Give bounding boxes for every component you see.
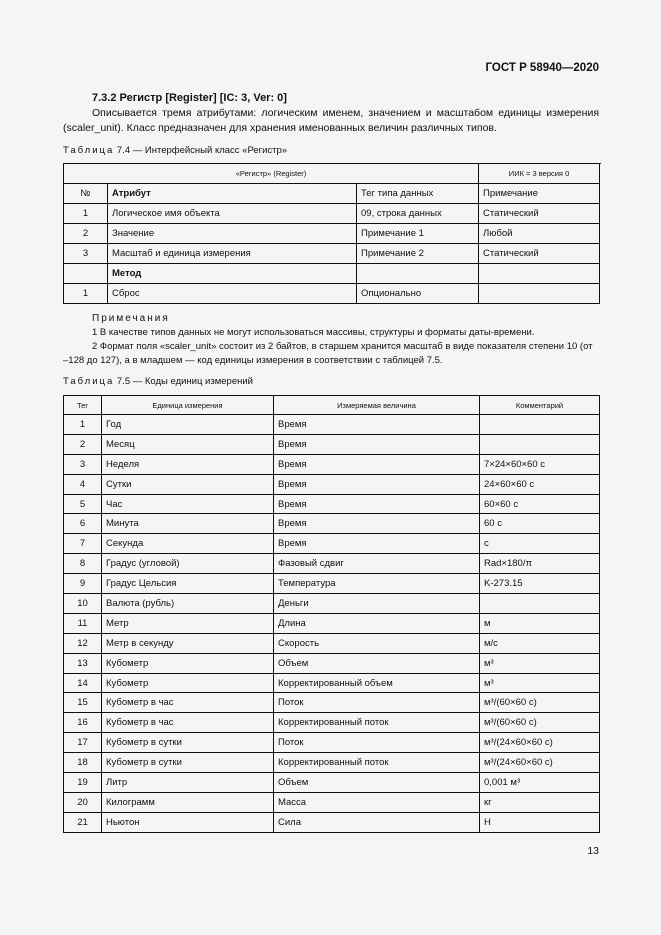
- header-note: Примечание: [479, 184, 600, 204]
- table-row: [64, 474, 600, 494]
- cell-tag: 21: [64, 812, 102, 832]
- cell-quantity: Корректированный поток: [274, 753, 480, 773]
- iik-cell: ИИК = 3 версия 0: [479, 164, 600, 184]
- table-row: [64, 574, 600, 594]
- cell-comment: м: [480, 613, 600, 633]
- cell-unit: Градус (угловой): [102, 554, 274, 574]
- table-row: [64, 494, 600, 514]
- caption-text: 7.4 — Интерфейсный класс «Регистр»: [116, 145, 288, 156]
- cell-comment: K-273.15: [480, 574, 600, 594]
- cell-unit: Минута: [102, 514, 274, 534]
- header-attribute: Атрибут: [108, 184, 357, 204]
- cell-empty: [479, 264, 600, 284]
- cell-quantity: Фазовый сдвиг: [274, 554, 480, 574]
- cell-tag: 12: [64, 633, 102, 653]
- cell-note: Статический: [479, 204, 600, 224]
- cell-comment: м³/(60×60 с): [480, 713, 600, 733]
- cell-tag: 2: [64, 434, 102, 454]
- cell-attribute: Масштаб и единица измерения: [108, 244, 357, 264]
- cell-unit: Неделя: [102, 454, 274, 474]
- section-title: 7.3.2 Регистр [Register] [IC: 3, Ver: 0]: [92, 92, 287, 104]
- cell-quantity: Деньги: [274, 594, 480, 614]
- cell-tag: 1: [64, 415, 102, 435]
- header-datatype: Тег типа данных: [357, 184, 479, 204]
- table-row: [64, 434, 600, 454]
- cell-comment: 60×60 с: [480, 494, 600, 514]
- register-interface-table: [63, 163, 600, 304]
- cell-quantity: Время: [274, 534, 480, 554]
- table-row: [64, 244, 600, 264]
- cell-num: 2: [64, 224, 108, 244]
- cell-quantity: Сила: [274, 812, 480, 832]
- table-row: [64, 284, 600, 304]
- unit-codes-table: [63, 395, 600, 833]
- cell-comment: 0,001 м³: [480, 773, 600, 793]
- cell-datatype: Опционально: [357, 284, 479, 304]
- cell-quantity: Объем: [274, 773, 480, 793]
- table-row: [64, 713, 600, 733]
- cell-quantity: Поток: [274, 693, 480, 713]
- cell-quantity: Время: [274, 454, 480, 474]
- table-row: [64, 415, 600, 435]
- cell-comment: [480, 594, 600, 614]
- header-num: №: [64, 184, 108, 204]
- unit-codes-body: [64, 415, 600, 833]
- cell-unit: Литр: [102, 773, 274, 793]
- cell-unit: Метр: [102, 613, 274, 633]
- method-header-row: [64, 264, 600, 284]
- cell-quantity: Длина: [274, 613, 480, 633]
- cell-quantity: Корректированный поток: [274, 713, 480, 733]
- cell-comment: [480, 415, 600, 435]
- cell-tag: 14: [64, 673, 102, 693]
- table-row: [64, 733, 600, 753]
- table-row: [64, 773, 600, 793]
- cell-quantity: Поток: [274, 733, 480, 753]
- cell-tag: 5: [64, 494, 102, 514]
- cell-empty: [357, 264, 479, 284]
- cell-unit: Месяц: [102, 434, 274, 454]
- cell-attribute: Значение: [108, 224, 357, 244]
- table-row: [64, 792, 600, 812]
- cell-unit: Килограмм: [102, 792, 274, 812]
- cell-quantity: Температура: [274, 574, 480, 594]
- cell-comment: м³/(24×60×60 с): [480, 733, 600, 753]
- cell-tag: 15: [64, 693, 102, 713]
- page-number: 13: [587, 845, 599, 857]
- cell-tag: 9: [64, 574, 102, 594]
- cell-unit: Год: [102, 415, 274, 435]
- cell-tag: 11: [64, 613, 102, 633]
- cell-note: [479, 284, 600, 304]
- table-7-4-caption: [63, 145, 287, 156]
- cell-quantity: Объем: [274, 653, 480, 673]
- cell-unit: Кубометр в сутки: [102, 733, 274, 753]
- cell-quantity: Время: [274, 514, 480, 534]
- cell-comment: с: [480, 534, 600, 554]
- cell-unit: Градус Цельсия: [102, 574, 274, 594]
- cell-quantity: Время: [274, 474, 480, 494]
- cell-quantity: Время: [274, 434, 480, 454]
- cell-quantity: Время: [274, 415, 480, 435]
- cell-tag: 19: [64, 773, 102, 793]
- caption-text: 7.5 — Коды единиц измерений: [116, 376, 253, 387]
- cell-unit: Кубометр: [102, 653, 274, 673]
- cell-tag: 4: [64, 474, 102, 494]
- method-label: Метод: [108, 264, 357, 284]
- cell-comment: м/с: [480, 633, 600, 653]
- cell-datatype: 09, строка данных: [357, 204, 479, 224]
- cell-unit: Кубометр в час: [102, 693, 274, 713]
- table-row: [64, 594, 600, 614]
- cell-quantity: Скорость: [274, 633, 480, 653]
- cell-comment: 7×24×60×60 с: [480, 454, 600, 474]
- cell-datatype: Примечание 1: [357, 224, 479, 244]
- cell-attribute: Логическое имя объекта: [108, 204, 357, 224]
- note-2: 2 Формат поля «scaler_unit» состоит из 2 байтов, в старшем хранится масштаб в виде показателя степени 10 (от –128 до 127), а в младшем — код единицы измерения в соответствии с таблицей 7.5.: [63, 341, 593, 366]
- cell-unit: Валюта (рубль): [102, 594, 274, 614]
- cell-note: Статический: [479, 244, 600, 264]
- table-row: [64, 224, 600, 244]
- cell-comment: кг: [480, 792, 600, 812]
- cell-quantity: Масса: [274, 792, 480, 812]
- cell-tag: 13: [64, 653, 102, 673]
- cell-unit: Сутки: [102, 474, 274, 494]
- cell-unit: Ньютон: [102, 812, 274, 832]
- table-row: [64, 753, 600, 773]
- cell-unit: Час: [102, 494, 274, 514]
- header-unit: Единица измерения: [102, 396, 274, 415]
- cell-tag: 20: [64, 792, 102, 812]
- cell-unit: Кубометр в час: [102, 713, 274, 733]
- cell-quantity: Корректированный объем: [274, 673, 480, 693]
- cell-comment: м³/(24×60×60 с): [480, 753, 600, 773]
- table-row: [64, 204, 600, 224]
- cell-method: Сброс: [108, 284, 357, 304]
- cell-comment: м³: [480, 653, 600, 673]
- cell-note: Любой: [479, 224, 600, 244]
- document-code: ГОСТ Р 58940—2020: [485, 62, 599, 74]
- header-quantity: Измеряемая величина: [274, 396, 480, 415]
- table-row: [64, 554, 600, 574]
- header-tag: Тег: [64, 396, 102, 415]
- cell-comment: Н: [480, 812, 600, 832]
- cell-comment: Rad×180/π: [480, 554, 600, 574]
- note-1: 1 В качестве типов данных не могут использоваться массивы, структуры и форматы даты-времени.: [92, 327, 535, 338]
- table-row: [64, 514, 600, 534]
- table-row: [64, 454, 600, 474]
- cell-tag: 18: [64, 753, 102, 773]
- cell-num: 1: [64, 284, 108, 304]
- cell-unit: Метр в секунду: [102, 633, 274, 653]
- cell-comment: м³/(60×60 с): [480, 693, 600, 713]
- table-row: [64, 534, 600, 554]
- cell-tag: 16: [64, 713, 102, 733]
- cell-quantity: Время: [274, 494, 480, 514]
- cell-num: 1: [64, 204, 108, 224]
- cell-tag: 6: [64, 514, 102, 534]
- cell-datatype: Примечание 2: [357, 244, 479, 264]
- class-name-cell: «Регистр» (Register): [64, 164, 479, 184]
- cell-tag: 8: [64, 554, 102, 574]
- cell-tag: 3: [64, 454, 102, 474]
- section-paragraph: Описывается тремя атрибутами: логическим именем, значением и масштабом единицы измерения (scaler_unit). Класс предназначен для хранения именованных величин различных типов.: [63, 107, 599, 134]
- table-row: [64, 653, 600, 673]
- cell-empty: [64, 264, 108, 284]
- cell-comment: 24×60×60 с: [480, 474, 600, 494]
- table-row: [64, 613, 600, 633]
- cell-num: 3: [64, 244, 108, 264]
- caption-label: Таблица: [63, 145, 115, 156]
- cell-unit: Кубометр: [102, 673, 274, 693]
- table-row: [64, 673, 600, 693]
- cell-comment: м³: [480, 673, 600, 693]
- cell-comment: [480, 434, 600, 454]
- cell-tag: 10: [64, 594, 102, 614]
- cell-tag: 7: [64, 534, 102, 554]
- cell-unit: Кубометр в сутки: [102, 753, 274, 773]
- cell-unit: Секунда: [102, 534, 274, 554]
- table-row: [64, 812, 600, 832]
- cell-tag: 17: [64, 733, 102, 753]
- table-row: [64, 633, 600, 653]
- caption-label: Таблица: [63, 376, 115, 387]
- table-row: [64, 693, 600, 713]
- cell-comment: 60 с: [480, 514, 600, 534]
- notes-title: Примечания: [92, 313, 170, 324]
- header-comment: Комментарий: [480, 396, 600, 415]
- table-7-5-caption: [63, 376, 253, 387]
